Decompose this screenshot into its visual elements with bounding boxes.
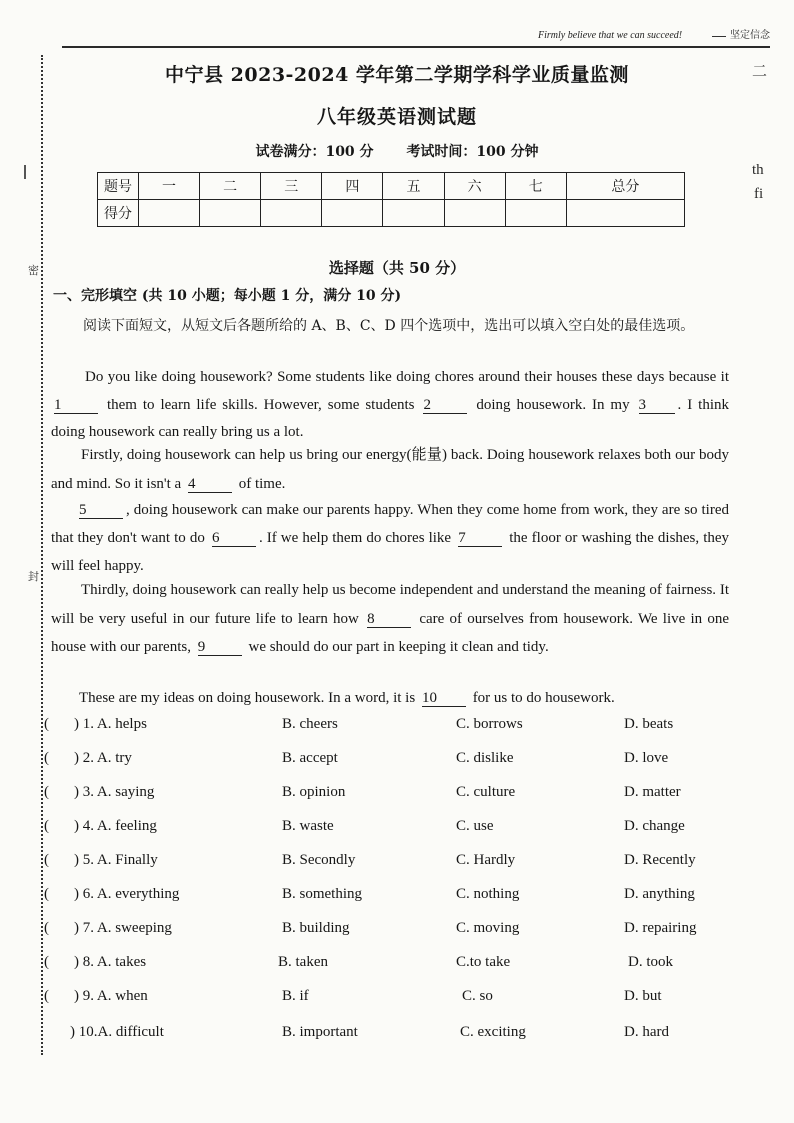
answer-paren[interactable]: (	[44, 988, 49, 1004]
answer-paren[interactable]: (	[44, 750, 49, 766]
score-cell	[139, 200, 200, 227]
option-b: B. something	[282, 886, 363, 902]
passage-text: them to learn life skills. However, some students	[106, 396, 415, 413]
blank-5: 5	[79, 503, 123, 519]
passage-text: Thirdly, doing housework can really help us become independent and understand the meaning of fairness. It will be very useful in our future life to learn how	[51, 582, 729, 627]
passage-text: Firstly, doing housework can help us bring our energy(能量) back. Doing housework relaxes both our body and mind. So it isn't a	[51, 447, 729, 492]
question-4	[40, 818, 740, 848]
passage-text: we should do our part in keeping it clean and tidy.	[248, 639, 549, 655]
question-8	[40, 954, 740, 984]
passage-paragraph-2	[51, 441, 729, 499]
col-total: 总分	[566, 173, 684, 200]
exam-title: 中宁县 2023-2024 学年第二学期学科学业质量监测	[165, 64, 629, 86]
option-d: D. anything	[624, 886, 695, 902]
blank-7: 7	[458, 531, 502, 547]
question-7	[40, 920, 740, 950]
option-a: ) 4. A. feeling	[74, 818, 157, 834]
score-cell	[322, 200, 383, 227]
motto-text: Firmly believe that we can succeed!	[538, 30, 683, 41]
option-a: ) 6. A. everything	[74, 886, 180, 902]
question-1	[40, 716, 740, 746]
answer-paren[interactable]: (	[44, 920, 49, 936]
option-b: B. important	[282, 1024, 358, 1040]
score-cell	[383, 200, 444, 227]
col-5: 五	[383, 173, 444, 200]
passage-text: of time.	[238, 476, 286, 492]
binding-mark-lower: 封	[28, 570, 39, 583]
option-b: B. Secondly	[282, 852, 356, 868]
option-c: C. so	[462, 988, 493, 1004]
option-d: D. beats	[624, 716, 674, 732]
score-cell	[200, 200, 261, 227]
blank-1: 1	[54, 398, 98, 414]
option-d: D. hard	[624, 1024, 669, 1040]
option-b: B. if	[282, 988, 309, 1004]
option-d: D. change	[624, 818, 685, 834]
col-6: 六	[444, 173, 505, 200]
passage-text: These are my ideas on doing housework. In a word, it is	[79, 690, 416, 706]
score-table-header-row	[98, 173, 685, 200]
blank-10: 10	[422, 691, 466, 707]
answer-paren[interactable]: (	[44, 852, 49, 868]
option-c: C. exciting	[460, 1024, 526, 1040]
question-9	[40, 988, 740, 1018]
col-3: 三	[261, 173, 322, 200]
blank-2: 2	[423, 398, 467, 414]
passage-text: the floor or washing the dishes, they will feel happy.	[51, 530, 730, 574]
option-a: ) 2. A. try	[74, 750, 132, 766]
option-c: C. borrows	[456, 716, 523, 732]
part-title: 一、完形填空 (共 10 小题；每小题 1 分，满分 10 分)	[53, 288, 402, 304]
option-b: B. building	[282, 920, 350, 936]
option-c: C. culture	[456, 784, 516, 800]
option-c: C. nothing	[456, 886, 520, 902]
col-2: 二	[200, 173, 261, 200]
motto-dash	[712, 36, 726, 37]
question-6	[40, 886, 740, 916]
option-b: B. taken	[278, 954, 328, 970]
option-d: D. repairing	[624, 920, 697, 936]
blank-3: 3	[639, 398, 675, 414]
instructions: 阅读下面短文，从短文后各题所给的 A、B、C、D 四个选项中，选出可以填入空白处的最佳选项。	[83, 318, 695, 334]
option-a: ) 1. A. helps	[74, 716, 147, 732]
passage-paragraph-5	[51, 684, 729, 712]
answer-paren[interactable]: (	[44, 784, 49, 800]
passage-text: . I think doing housework can really bring us a lot.	[51, 396, 729, 440]
option-b: B. waste	[282, 818, 334, 834]
option-a: ) 9. A. when	[74, 988, 148, 1004]
passage-paragraph-4	[51, 576, 729, 662]
binding-mark: 密	[28, 264, 39, 277]
answer-paren[interactable]: (	[44, 886, 49, 902]
header-rule	[62, 46, 770, 48]
score-info	[0, 141, 794, 161]
col-1: 一	[139, 173, 200, 200]
margin-fragment-3: fi	[754, 186, 764, 202]
passage-paragraph-1	[51, 364, 729, 447]
passage-text: . If we help them do chores like	[258, 530, 452, 546]
score-cell	[505, 200, 566, 227]
section-title: 选择题（共 50 分）	[328, 259, 466, 277]
question-3	[40, 784, 740, 814]
margin-fragment-2: th	[752, 162, 764, 178]
option-c: C. use	[456, 818, 494, 834]
option-a: ) 5. A. Finally	[74, 852, 158, 868]
option-b: B. cheers	[282, 716, 338, 732]
col-4: 四	[322, 173, 383, 200]
passage-paragraph-3	[51, 496, 729, 580]
question-2	[40, 750, 740, 780]
answer-paren[interactable]: (	[44, 818, 49, 834]
option-c: C. dislike	[456, 750, 514, 766]
option-d: D. took	[628, 954, 673, 970]
passage-text: for us to do housework.	[472, 690, 615, 706]
passage-text: care of ourselves from housework. We live in one house with our parents,	[51, 610, 730, 655]
blank-8: 8	[367, 612, 411, 628]
question-10	[40, 1024, 740, 1054]
margin-fragment-1: 二	[752, 64, 768, 80]
option-a: ) 7. A. sweeping	[74, 920, 172, 936]
blank-9: 9	[198, 640, 242, 656]
option-d: D. Recently	[624, 852, 696, 868]
full-score: 试卷满分：100 分	[255, 144, 374, 160]
option-b: B. accept	[282, 750, 338, 766]
passage-text: doing housework. In my	[476, 396, 630, 413]
exam-time: 考试时间：100 分钟	[406, 144, 539, 160]
question-5	[40, 852, 740, 882]
score-cell	[261, 200, 322, 227]
option-a: ) 10.A. difficult	[70, 1024, 164, 1040]
score-cell	[566, 200, 684, 227]
score-table-score-row	[98, 200, 685, 227]
option-c: C. moving	[456, 920, 520, 936]
row-label-question: 题号	[98, 173, 139, 200]
exam-subtitle: 八年级英语测试题	[316, 106, 477, 128]
stamp-fragment: 坚定信念	[730, 30, 770, 41]
binding-tick	[24, 165, 26, 179]
option-d: D. love	[624, 750, 669, 766]
option-a: ) 8. A. takes	[74, 954, 147, 970]
option-c: C. Hardly	[456, 852, 516, 868]
option-a: ) 3. A. saying	[74, 784, 155, 800]
blank-6: 6	[212, 531, 256, 547]
option-d: D. but	[624, 988, 662, 1004]
row-label-score: 得分	[98, 200, 139, 227]
passage-text: , doing housework can make our parents happy. When they come home from work, they are so tired that they don't want to do	[51, 502, 729, 546]
passage-text: Do you like doing housework? Some students like doing chores around their houses these days because it	[85, 369, 729, 385]
blank-4: 4	[188, 477, 232, 493]
option-b: B. opinion	[282, 784, 346, 800]
answer-paren[interactable]: (	[44, 716, 49, 732]
answer-paren[interactable]: (	[44, 954, 49, 970]
col-7: 七	[505, 173, 566, 200]
option-c: C.to take	[456, 954, 511, 970]
option-d: D. matter	[624, 784, 681, 800]
score-table	[97, 172, 685, 227]
score-cell	[444, 200, 505, 227]
